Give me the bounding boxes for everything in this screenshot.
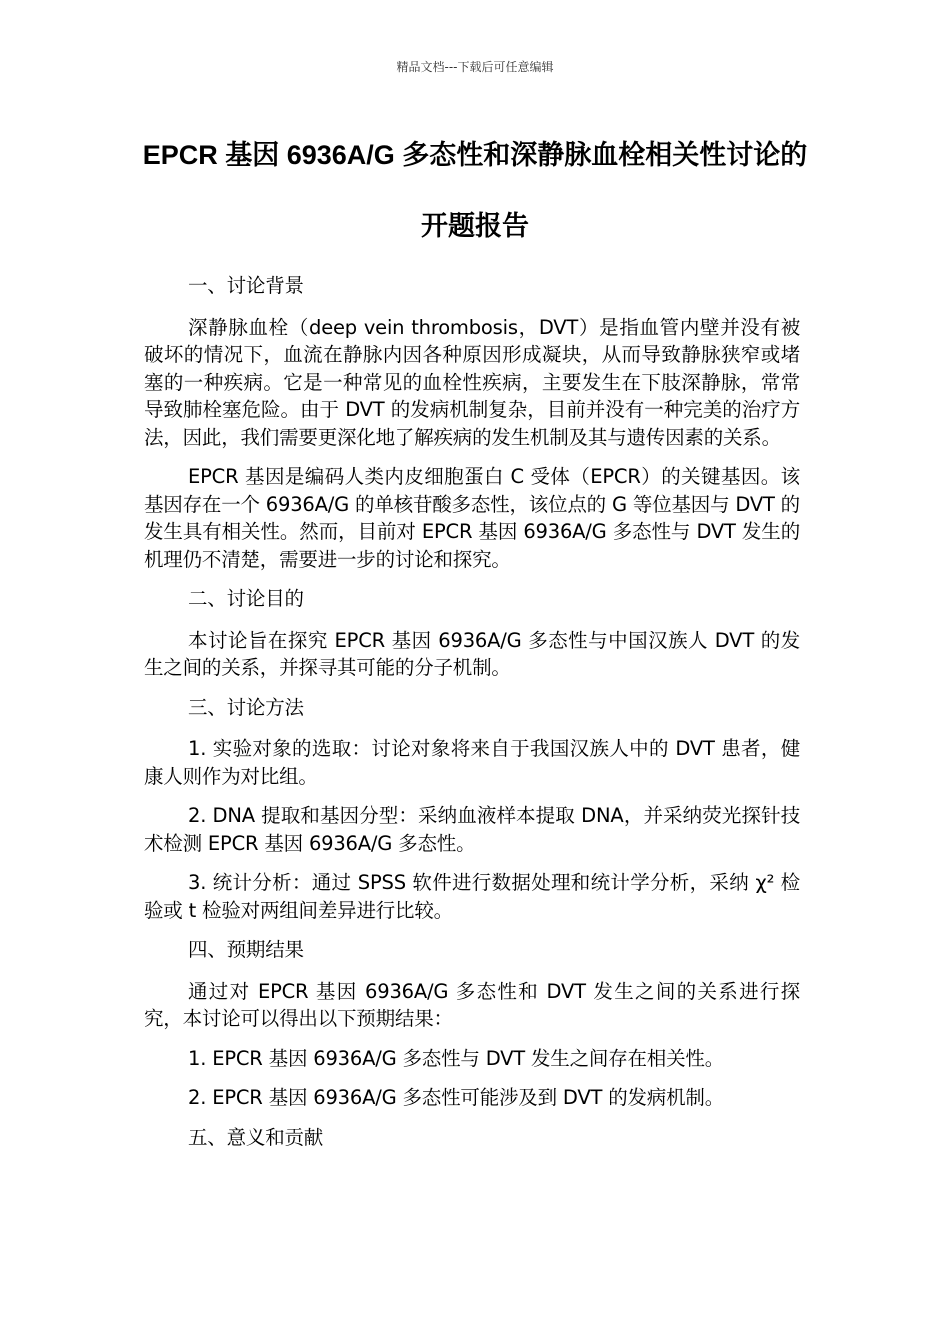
- paragraph-method-dna: 2. DNA 提取和基因分型：采纳血液样本提取 DNA，并采纳荧光探针技术检测 EPCR 基因 6936A/G 多态性。: [144, 804, 800, 855]
- paragraph-epcr-gene: EPCR 基因是编码人类内皮细胞蛋白 C 受体（EPCR）的关键基因。该基因存在一个 6936A/G 的单核苷酸多态性，该位点的 G 等位基因与 DVT 的发生具有相关性。然而，目前对 EPCR 基因 6936A/G 多态性与 DVT 发生的机理仍不清楚，需要进一步的讨论和探究。: [144, 465, 800, 571]
- document-body: [144, 272, 800, 1165]
- document-title: EPCR 基因 6936A/G 多态性和深静脉血栓相关性讨论的开题报告: [142, 140, 808, 241]
- section-heading-purpose: 二、讨论目的: [188, 587, 304, 610]
- section-heading-background: 一、讨论背景: [188, 274, 304, 297]
- paragraph-method-statistics: 3. 统计分析：通过 SPSS 软件进行数据处理和统计学分析，采纳 χ² 检验或 t 检验对两组间差异进行比较。: [144, 871, 800, 922]
- paragraph-expected-intro: 通过对 EPCR 基因 6936A/G 多态性和 DVT 发生之间的关系进行探究，本讨论可以得出以下预期结果：: [144, 979, 800, 1030]
- section-heading-expected-results: 四、预期结果: [188, 938, 304, 961]
- paragraph-method-subjects: 1. 实验对象的选取：讨论对象将来自于我国汉族人中的 DVT 患者，健康人则作为对比组。: [144, 737, 800, 788]
- paragraph-expected-result-1: 1. EPCR 基因 6936A/G 多态性与 DVT 发生之间存在相关性。: [188, 1046, 725, 1070]
- paragraph-expected-result-2: 2. EPCR 基因 6936A/G 多态性可能涉及到 DVT 的发病机制。: [188, 1086, 725, 1109]
- section-heading-methods: 三、讨论方法: [188, 695, 304, 719]
- paragraph-dvt-definition: 深静脉血栓（deep vein thrombosis，DVT）是指血管内壁并没有被破坏的情况下，血流在静脉内因各种原因形成凝块，从而导致静脉狭窄或堵塞的一种疾病。它是一种常见的血栓性疾病，主要发生在下肢深静脉，常常导致肺栓塞危险。由于 DVT 的发病机制复杂，目前并没有一种完美的治疗方法，因此，我们需要更深化地了解疾病的发生机制及其与遗传因素的关系。: [144, 315, 800, 449]
- section-heading-significance: 五、意义和贡献: [188, 1125, 324, 1149]
- paragraph-purpose: 本讨论旨在探究 EPCR 基因 6936A/G 多态性与中国汉族人 DVT 的发生之间的关系，并探寻其可能的分子机制。: [144, 628, 800, 679]
- page-header-note: 精品文档---下载后可任意编辑: [396, 60, 554, 74]
